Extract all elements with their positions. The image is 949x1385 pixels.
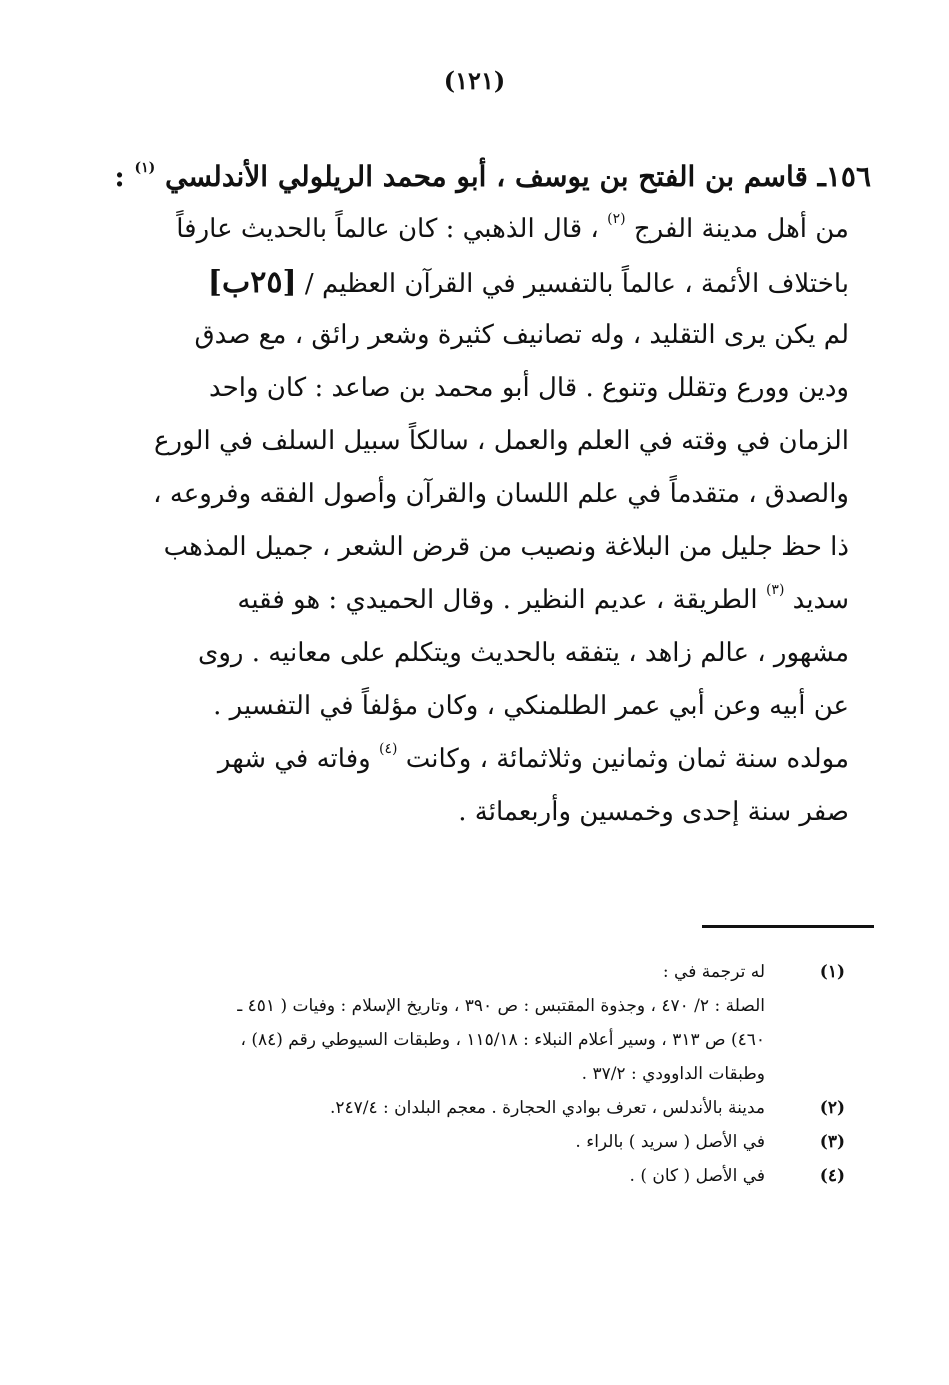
page-number: (١٢١): [443, 66, 506, 95]
entry-line-3: [79, 256, 849, 309]
footnote-1-first-line: [145, 955, 845, 989]
entry-heading: ١٥٦ـ قاسم بن الفتح بن يوسف ، أبو محمد الريلولي الأندلسي: [164, 160, 871, 193]
entry-line-5: [79, 362, 849, 415]
entry-text: ذا حظ جليل من البلاغة ونصيب من قرض الشعر ، جميل المذهب: [163, 532, 849, 562]
entry-line-6: [79, 415, 849, 468]
entry-text: لم يكن يرى التقليد ، وله تصانيف كثيرة وشعر رائق ، مع صدق: [194, 320, 849, 350]
entry-line-11: [79, 680, 849, 733]
entry-text: ودين وورع وتقلل وتنوع . قال أبو محمد بن صاعد : كان واحد: [209, 373, 849, 403]
footnote-4: [145, 1159, 845, 1193]
footnote-number: (١): [819, 962, 845, 982]
entry-text: وفاته في شهر: [217, 744, 371, 774]
footnotes: [145, 955, 845, 1193]
footnote-number: (٣): [819, 1132, 845, 1152]
entry-heading-line: [79, 150, 871, 203]
entry-line-2: [79, 203, 849, 256]
footnote-2: [145, 1091, 845, 1125]
entry-line-12: [79, 733, 849, 786]
entry-text: من أهل مدينة الفرج: [633, 214, 849, 244]
entry-line-10: [79, 627, 849, 680]
entry-line-7: [79, 468, 849, 521]
entry-text: ، قال الذهبي : كان عالماً بالحديث عارفاً: [176, 214, 599, 244]
footnote-ref-2[interactable]: (٢): [607, 211, 626, 227]
entry-line-13: [79, 786, 849, 839]
footnote-number: (٢): [819, 1098, 845, 1118]
heading-colon: :: [114, 160, 125, 193]
entry-text: عن أبيه وعن أبي عمر الطلمنكي ، وكان مؤلفاً في التفسير .: [213, 691, 849, 721]
entry-text: مولده سنة ثمان وثمانين وثلاثمائة ، وكانت: [405, 744, 849, 774]
entry-text: الزمان في وقته في العلم والعمل ، سالكاً سبيل السلف في الورع: [154, 426, 849, 456]
manuscript-folio-marker: [٢٥ب]: [207, 265, 297, 300]
entry-text: والصدق ، متقدماً في علم اللسان والقرآن وأصول الفقه وفروعه ،: [153, 479, 849, 509]
footnote-ref-3[interactable]: (٣): [765, 582, 785, 598]
footnote-text: له ترجمة في :: [662, 962, 765, 982]
entry-text: الطريقة ، عديم النظير . وقال الحميدي : هو فقيه: [237, 585, 758, 615]
footnote-3: [145, 1125, 845, 1159]
entry-text: باختلاف الأئمة ، عالماً بالتفسير في القرآن العظيم /: [304, 269, 849, 299]
entry-text: سديد: [792, 585, 849, 615]
footnote-text: في الأصل ( سريد ) بالراء .: [575, 1132, 765, 1152]
entry-text: صفر سنة إحدى وخمسين وأربعمائة .: [458, 797, 849, 827]
footnote-ref-1[interactable]: (١): [134, 160, 156, 176]
footnote-text: في الأصل ( كان ) .: [629, 1166, 765, 1186]
entry-line-9: [79, 574, 849, 627]
biography-entry: [79, 150, 871, 839]
entry-text: مشهور ، عالم زاهد ، يتفقه بالحديث ويتكلم على معانيه . روى: [197, 638, 849, 668]
footnote-ref-4[interactable]: (٤): [378, 741, 398, 757]
footnote-separator: [702, 925, 874, 928]
entry-line-4: [79, 309, 849, 362]
footnote-text: مدينة بالأندلس ، تعرف بوادي الحجارة . معجم البلدان : ٢٤٧/٤.: [329, 1098, 765, 1118]
entry-line-8: [79, 521, 849, 574]
footnote-1: [145, 955, 845, 1091]
footnote-number: (٤): [819, 1166, 845, 1186]
footnote-text: وطبقات الداوودي : ٣٧/٢ .: [581, 1064, 765, 1084]
footnote-text: الصلة : ٢/ ٤٧٠ ، وجذوة المقتبس : ص ٣٩٠ ، وتاريخ الإسلام : وفيات ( ٤٥١ ـ: [237, 996, 765, 1016]
footnote-text: ٤٦٠) ص ٣١٣ ، وسير أعلام النبلاء : ١١٥/١٨ ، وطبقات السيوطي رقم (٨٤) ،: [240, 1030, 765, 1050]
